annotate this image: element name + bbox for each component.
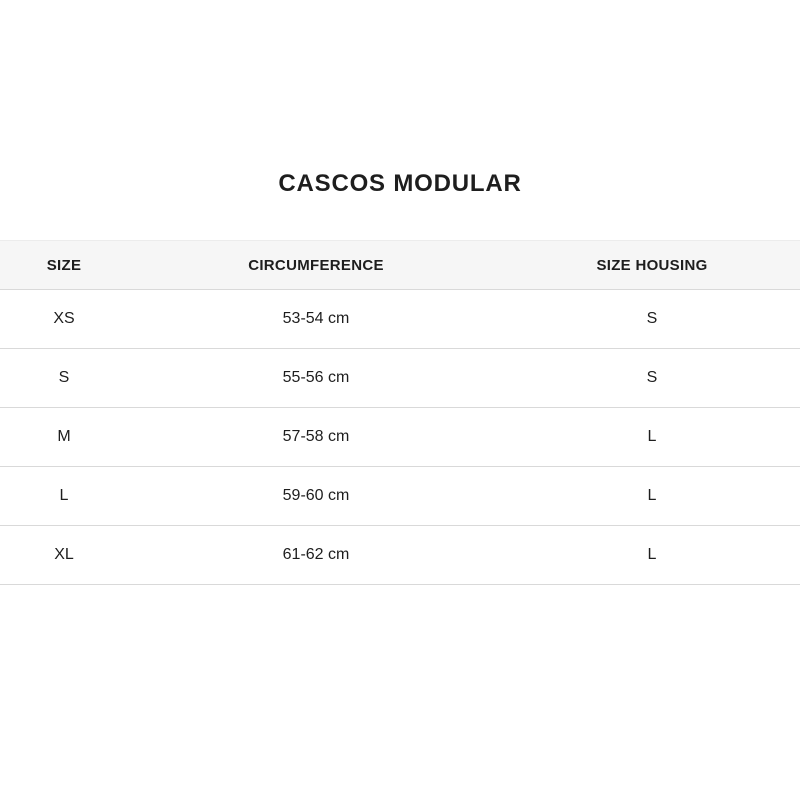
cell-housing: S bbox=[646, 369, 658, 386]
cell-housing: L bbox=[647, 428, 657, 445]
size-table bbox=[0, 240, 800, 585]
cell-circumference: 61-62 cm bbox=[282, 546, 350, 563]
column-header-circumference: CIRCUMFERENCE bbox=[248, 256, 384, 274]
cell-housing: L bbox=[647, 546, 657, 563]
cell-circumference: 59-60 cm bbox=[282, 487, 350, 504]
cell-housing: S bbox=[646, 310, 658, 327]
cell-circumference: 57-58 cm bbox=[282, 428, 350, 445]
table-row bbox=[0, 290, 800, 349]
table-row bbox=[0, 349, 800, 408]
cell-size: L bbox=[59, 487, 69, 504]
table-header-row bbox=[0, 240, 800, 290]
table-row bbox=[0, 467, 800, 526]
cell-size: XS bbox=[53, 310, 75, 327]
cell-circumference: 55-56 cm bbox=[282, 369, 350, 386]
cell-size: XL bbox=[54, 546, 74, 563]
page-title: CASCOS MODULAR bbox=[278, 170, 522, 197]
cell-housing: L bbox=[647, 487, 657, 504]
cell-size: M bbox=[57, 428, 71, 445]
column-header-size: SIZE bbox=[46, 256, 82, 274]
table-row bbox=[0, 408, 800, 467]
column-header-size-housing: SIZE HOUSING bbox=[596, 256, 708, 274]
table-row bbox=[0, 526, 800, 585]
cell-circumference: 53-54 cm bbox=[282, 310, 350, 327]
cell-size: S bbox=[58, 369, 70, 386]
